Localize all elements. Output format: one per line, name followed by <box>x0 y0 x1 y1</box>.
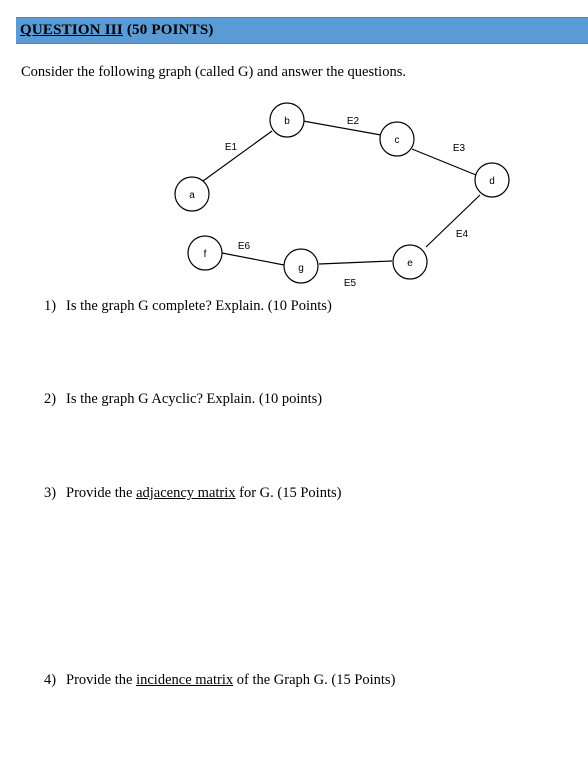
question-1 <box>44 298 332 315</box>
question-4-text-pre: Provide the <box>66 672 137 688</box>
node-f-label: f <box>203 249 207 260</box>
adjacency-matrix-link[interactable]: adjacency matrix <box>136 485 236 501</box>
question-number: QUESTION III <box>20 22 123 38</box>
question-2-number: 2) <box>44 391 57 407</box>
question-1-text: Is the graph G complete? Explain. (10 Points) <box>66 298 332 314</box>
edge-E6-line <box>222 253 284 265</box>
edge-E1-label: E1 <box>224 142 238 153</box>
edge-E1-line <box>203 131 272 181</box>
edge-E2-line <box>303 121 381 135</box>
edge-E5-label: E5 <box>343 278 357 289</box>
edge-E3-label: E3 <box>452 143 466 154</box>
question-3 <box>44 485 341 502</box>
node-d-label: d <box>489 176 495 187</box>
node-b-label: b <box>284 116 290 127</box>
node-g-label: g <box>298 263 304 274</box>
node-e-label: e <box>407 258 413 269</box>
edge-E3-line <box>412 149 476 175</box>
edge-E2-label: E2 <box>346 116 360 127</box>
question-3-text-pre: Provide the <box>66 485 137 501</box>
question-2 <box>44 391 322 408</box>
question-2-text: Is the graph G Acyclic? Explain. (10 points) <box>66 391 323 407</box>
question-1-number: 1) <box>44 298 57 314</box>
question-4-number: 4) <box>44 672 57 688</box>
node-c-label: c <box>394 135 400 146</box>
edge-E5-line <box>319 261 392 264</box>
edge-E6-label: E6 <box>237 241 251 252</box>
question-3-number: 3) <box>44 485 57 501</box>
edge-E4-line <box>426 195 480 247</box>
edge-E4-label: E4 <box>455 229 469 240</box>
question-4-text-post: of the Graph G. (15 Points) <box>233 672 396 688</box>
intro-text: Consider the following graph (called G) and answer the questions. <box>21 64 406 80</box>
node-a-label: a <box>189 190 195 201</box>
incidence-matrix-link[interactable]: incidence matrix <box>136 672 234 688</box>
question-4 <box>44 672 395 689</box>
question-3-text-post: for G. (15 Points) <box>235 485 342 501</box>
question-points: (50 POINTS) <box>126 22 214 38</box>
